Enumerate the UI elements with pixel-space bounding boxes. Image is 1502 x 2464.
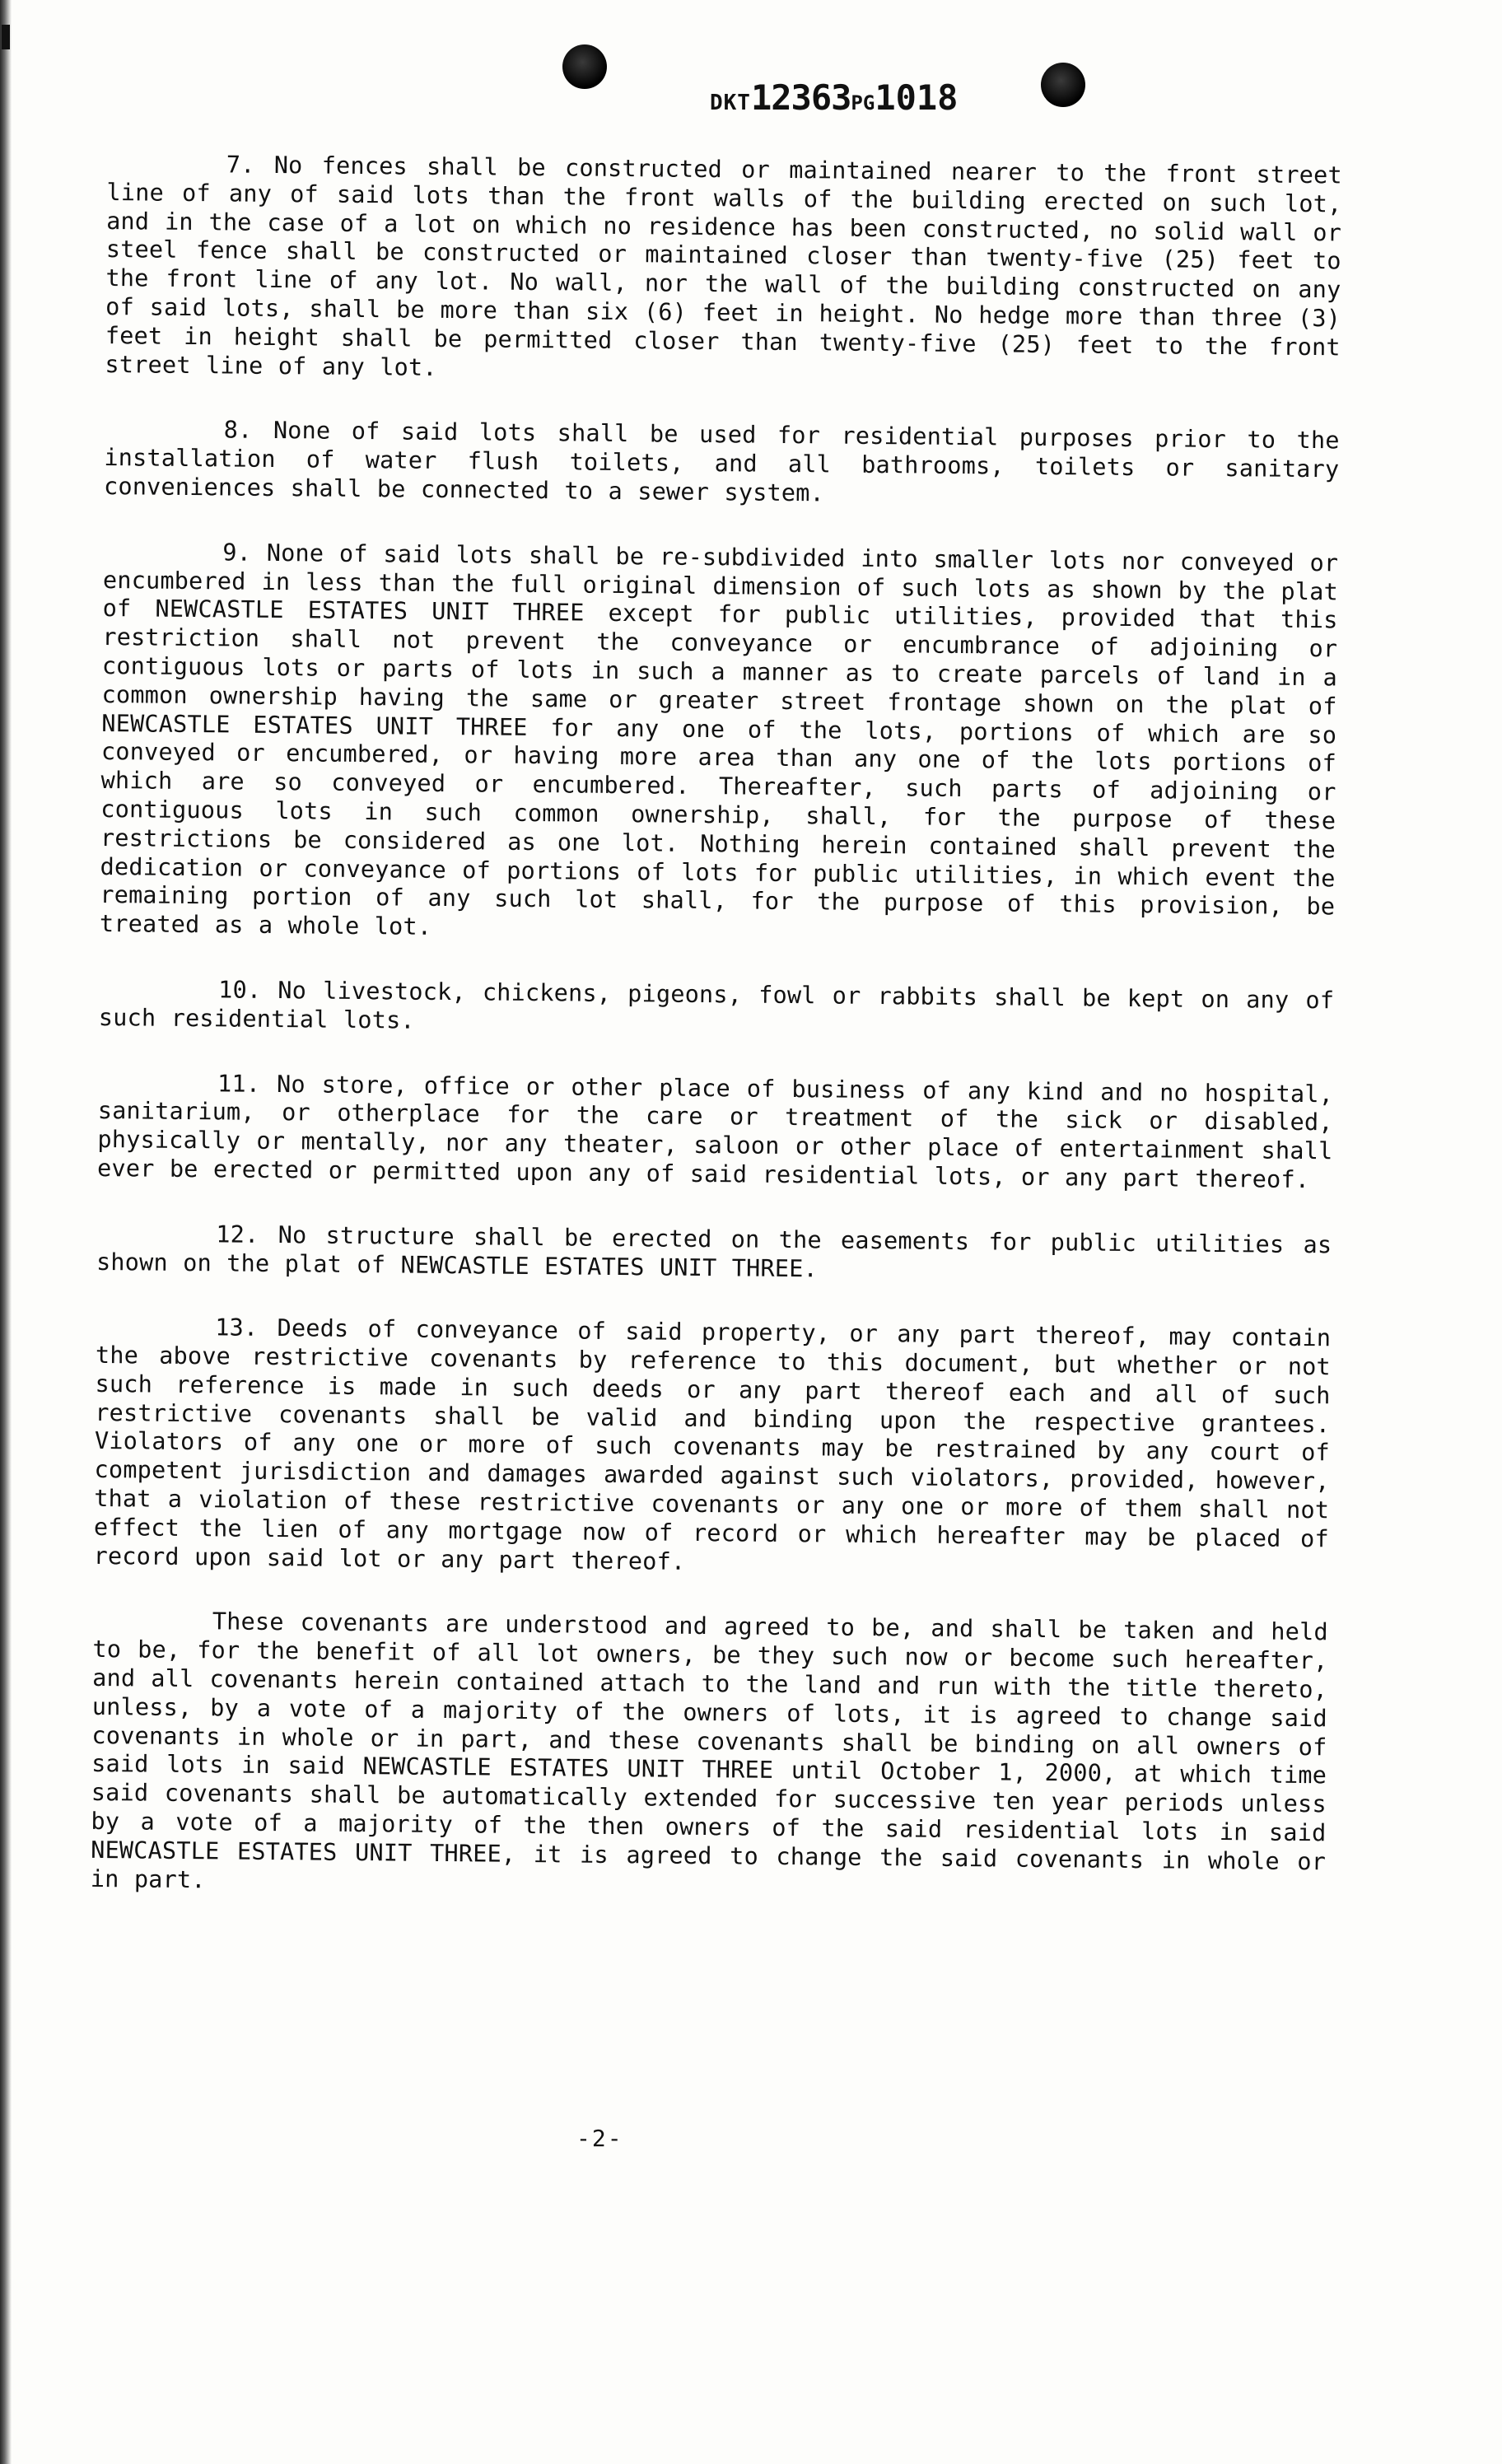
scan-edge-mark	[2, 25, 10, 49]
paragraph-number: 12.	[216, 1220, 259, 1248]
paragraph-7	[105, 150, 1342, 391]
paragraph-number: 13.	[215, 1314, 259, 1342]
paragraph-number: 10.	[218, 976, 262, 1004]
paragraph-text: No structure shall be erected on the easements for public utilities as shown on the plat of NEWCASTLE ESTATES UNIT THREE.	[96, 1220, 1332, 1282]
paragraph-9	[100, 538, 1339, 951]
paragraph-10	[99, 975, 1335, 1044]
page-footer-number: -2-	[576, 2125, 623, 2152]
page-number: 1018	[875, 77, 959, 118]
paragraph-8	[104, 415, 1340, 513]
paragraph-13	[93, 1313, 1331, 1583]
book-number: 12363	[750, 77, 851, 118]
paragraph-text: None of said lots shall be used for residential purposes prior to the installation of water flush toilets, and all bathrooms, toilets or sanitary conveniences shall be connected to a sewer system.	[103, 417, 1340, 507]
paragraph-text: No fences shall be constructed or maintained nearer to the front street line of any of said lots than the front walls of the building erected on such lot, and in the case of a lot on which no residence has been constructed, no solid wall or steel fence shall be constructed or maintained closer than twenty-five (25) feet to the front line of any lot. No wall, nor the wall of the building constructed on any of said lots, shall be more than six (6) feet in height. No hedge more than three (3) feet in height shall be permitted closer than twenty-five (25) feet to the front street line of any lot.	[105, 151, 1342, 381]
paragraph-12	[96, 1220, 1332, 1289]
scan-edge-shadow	[0, 0, 12, 2464]
paragraph-covenant-duration	[91, 1607, 1328, 1905]
paragraph-text: No livestock, chickens, pigeons, fowl or rabbits shall be kept on any of such residential lots.	[98, 976, 1335, 1034]
paragraph-number: 9.	[222, 539, 252, 567]
paragraph-text: None of said lots shall be re-subdivided into smaller lots nor conveyed or encumbered in less than the full original dimension of such lots as shown by the plat of NEWCASTLE ESTATES UNIT THREE except for public utilities, provided that this restriction shall not prevent the conveyance or encumbrance of adjoining or contiguous lots or parts of lots in such a manner as to create parcels of land in a common ownership having the same or greater street frontage shown on the plat of NEWCASTLE ESTATES UNIT THREE for any one of the lots, portions of which are so conveyed or encumbered, or having more area than any one of the lots portions of which are so conveyed or encumbered. Thereafter, such parts of adjoining or contiguous lots in such common ownership, shall, for the purpose of these restrictions be considered as one lot. Nothing herein contained shall prevent the dedication or conveyance of portions of lots for public utilities, in which event the remaining portion of any such lot shall, for the purpose of this provision, be treated as a whole lot.	[99, 539, 1339, 940]
paragraph-11	[97, 1068, 1333, 1195]
covenants-body	[90, 150, 1342, 1942]
paragraph-text: No store, office or other place of business of any kind and no hospital, sanitarium, or otherplace for the care or treatment of the sick or disabled, physically or mentally, nor any theater, saloon or other place of entertainment shall ever be erected or permitted upon any of said residential lots, or any part thereof.	[96, 1070, 1334, 1193]
book-page-stamp	[710, 77, 958, 118]
stamp-prefix: DKT	[710, 91, 751, 115]
punch-hole-right	[1041, 63, 1085, 107]
paragraph-text: Deeds of conveyance of said property, or any part thereof, may contain the above restrictive covenants by reference to this document, but whether or not such reference is made in such deeds or any part thereof each and all of such restrictive covenants shall be valid and binding upon the respective grantees. Violators of any one or more of such covenants may be restrained by any court of competent jurisdiction and damages awarded against such violators, provided, however, that a violation of these restrictive covenants or any one or more of them shall not effect the lien of any mortgage now of record or which hereafter may be placed of record upon said lot or any part thereof.	[93, 1314, 1332, 1575]
punch-hole-left	[562, 44, 607, 89]
paragraph-number: 11.	[217, 1069, 261, 1098]
paragraph-number: 7.	[226, 151, 255, 179]
page-prefix: PG	[851, 91, 875, 114]
paragraph-number: 8.	[223, 416, 253, 445]
paragraph-text: These covenants are understood and agreed to be, and shall be taken and held to be, for the benefit of all lot owners, be they such now or become such hereafter, and all covenants herein contained attach to the land and run with the title thereto, unless, by a vote of a majority of the owners of lots, it is agreed to change said covenants in whole or in part, and these covenants shall be binding on all owners of said lots in said NEWCASTLE ESTATES UNIT THREE until October 1, 2000, at which time said covenants shall be automatically extended for successive ten year periods unless by a vote of a majority of the then owners of the said residential lots in said NEWCASTLE ESTATES UNIT THREE, it is agreed to change the said covenants in whole or in part.	[90, 1608, 1328, 1893]
